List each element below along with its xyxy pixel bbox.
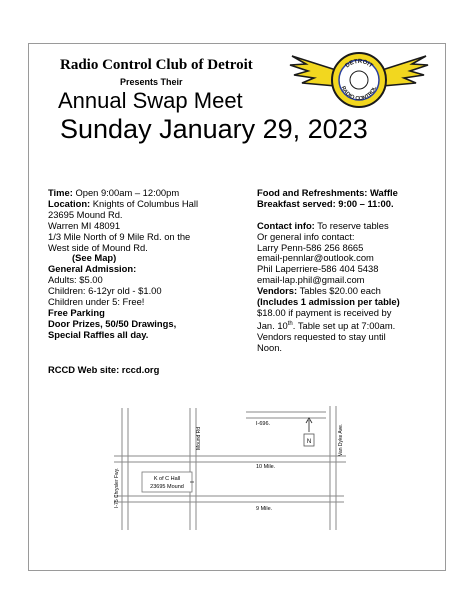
logo-top-text: DETROIT: [344, 58, 374, 70]
map-label-mound: Mound Rd: [196, 426, 202, 450]
vendors-label: Vendors:: [257, 285, 298, 297]
address-line-1: 23695 Mound Rd.: [48, 208, 123, 220]
adults-price: Adults: $5.00: [48, 274, 103, 286]
contact-email-2: email-lap.phil@gmail.com: [257, 274, 365, 286]
location-value: Knights of Columbus Hall: [92, 197, 199, 209]
club-name: Radio Control Club of Detroit: [60, 57, 253, 73]
vendors-line-4: Jan. 10th. Table set up at 7:00am.: [257, 320, 396, 331]
north-label: N: [306, 439, 312, 445]
time-value: Open 9:00am – 12:00pm: [75, 187, 180, 198]
map-label-vandyke: Van Dyke Ave.: [338, 423, 344, 456]
food-line-2: Breakfast served: 9:00 – 11:00.: [257, 197, 394, 209]
location-map: [104, 400, 374, 546]
contact-line-3: Larry Penn-586 256 8665: [257, 241, 364, 253]
contact-line-5: Phil Laperriere-586 404 5438: [257, 263, 379, 275]
club-wings-logo: [286, 48, 432, 112]
map-label-i696: I-696.: [256, 421, 271, 427]
right-wing: [382, 56, 428, 86]
contact-line-2: Or general info contact:: [257, 230, 355, 242]
children-price: Children: 6-12yr old - $1.00: [48, 285, 162, 297]
directions-line-1: 1/3 Mile North of 9 Mile Rd. on the: [48, 230, 191, 242]
presents-text: Presents Their: [120, 77, 183, 87]
see-map-note: (See Map): [72, 252, 117, 264]
contact-details: [257, 188, 400, 354]
event-date: Sunday January 29, 2023: [60, 114, 368, 144]
contact-value: To reserve tables: [317, 219, 389, 231]
food-line-1: Food and Refreshments: Waffle: [257, 187, 398, 198]
directions-line-2: West side of Mound Rd.: [48, 241, 148, 253]
map-label-10-mile: 10 Mile.: [256, 464, 276, 470]
event-title: Annual Swap Meet: [58, 88, 243, 113]
address-line-2: Warren MI 48091: [48, 219, 121, 231]
contact-label: Contact info:: [257, 219, 315, 231]
hall-label-2: 23695 Mound: [150, 484, 184, 490]
vendors-admission-note: (Includes 1 admission per table): [257, 296, 400, 308]
hall-label-1: K of C Hall: [153, 476, 181, 482]
prizes-line-2: Special Raffles all day.: [48, 328, 149, 340]
left-wing: [290, 56, 336, 86]
prizes-line-1: Door Prizes, 50/50 Drawings,: [48, 317, 177, 329]
children-under-price: Children under 5: Free!: [48, 296, 145, 308]
location-label: Location:: [48, 197, 91, 209]
contact-email-1: email-pennlar@outlook.com: [257, 252, 374, 264]
logo-bottom-text: RADIO CONTROL: [339, 85, 379, 103]
vendors-line-6: Noon.: [257, 341, 283, 353]
map-label-9-mile: 9 Mile.: [256, 506, 273, 512]
vendors-value: Tables $20.00 each: [299, 285, 381, 297]
map-label-i75: I-75 Chrysler Fwy.: [114, 467, 120, 508]
vendors-line-3: $18.00 if payment is received by: [257, 306, 392, 318]
event-details: [48, 188, 198, 341]
vendors-line-5: Vendors requested to stay until: [257, 330, 386, 342]
time-label: Time:: [48, 187, 73, 198]
admission-label: General Admission:: [48, 263, 137, 275]
parking-note: Free Parking: [48, 306, 105, 318]
website-line: RCCD Web site: rccd.org: [48, 364, 160, 375]
